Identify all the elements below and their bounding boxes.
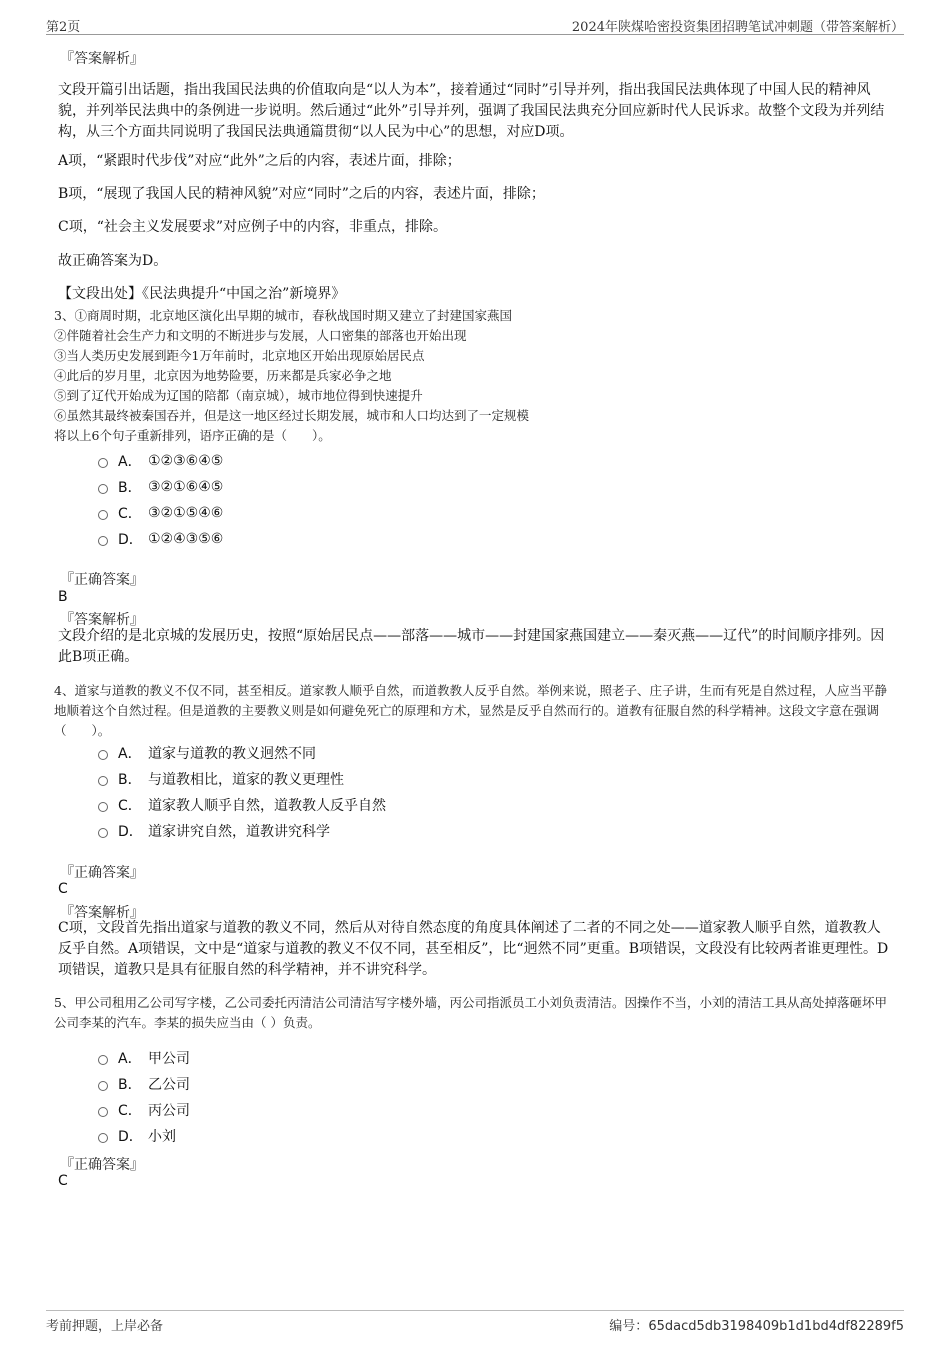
page-number: 第2页 xyxy=(46,20,81,35)
q3-stem-line: ③当人类历史发展到距今1万年前时，北京地区开始出现原始居民点 xyxy=(54,348,425,363)
q4-stem: 4、道家与道教的教义不仅不同，甚至相反。道家教人顺乎自然，而道教教人反乎自然。举例来说，照老子、庄子讲，生而有死是自然过程，人应当平静地顺着这个自然过程。但是道教的主要教义则是如何避免死亡的原理和方术，显然是反乎自然而行的。道教有征服自然的科学精神。这段文字意在强调（ ）。 xyxy=(54,683,887,738)
radio-button-icon[interactable] xyxy=(98,828,108,838)
radio-button-icon[interactable] xyxy=(98,510,108,520)
page-header xyxy=(46,14,904,35)
q3-analysis-tag: 『答案解析』 xyxy=(60,612,144,628)
q4-analysis: C项，文段首先指出道家与道教的教义不同，然后从对待自然态度的角度具体阐述了二者的不同之处——道家教人顺乎自然，道教教人反乎自然。A项错误，文中是“道家与道教的教义不仅不同，甚至相反”，比“迥然不同”更重。B项错误，文段没有比较两者谁更理性。D项错误，道教只是具有征服自然的科学精神，并不讲究科学。 xyxy=(58,920,889,978)
radio-button-icon[interactable] xyxy=(98,1133,108,1143)
radio-button-icon[interactable] xyxy=(98,536,108,546)
q3-stem-line: ②伴随着社会生产力和文明的不断进步与发展，人口密集的部落也开始出现 xyxy=(54,328,467,343)
q4-option-b[interactable]: B． 与道教相比，道家的教义更理性 xyxy=(98,769,344,789)
q4-option-c[interactable]: C． 道家教人顺乎自然，道教教人反乎自然 xyxy=(98,795,386,815)
q3-answer-tag: 『正确答案』 xyxy=(60,572,144,588)
q5-answer: C xyxy=(58,1173,68,1189)
q4-answer: C xyxy=(58,881,68,897)
radio-button-icon[interactable] xyxy=(98,484,108,494)
radio-button-icon[interactable] xyxy=(98,750,108,760)
q3-option-c[interactable]: C． ③②①⑤④⑥ xyxy=(98,503,223,523)
q5-stem: 5、甲公司租用乙公司写字楼，乙公司委托丙清洁公司清洁写字楼外墙，丙公司指派员工小刘负责清洁。因操作不当，小刘的清洁工具从高处掉落砸坏甲公司李某的汽车。李某的损失应当由（ ）负责。 xyxy=(54,995,887,1030)
q2-option-b-note: B项，“展现了我国人民的精神风貌”对应“同时”之后的内容，表述片面，排除； xyxy=(58,186,545,202)
radio-button-icon[interactable] xyxy=(98,1107,108,1117)
q5-option-b[interactable]: B． 乙公司 xyxy=(98,1074,190,1094)
document-code-value: 65dacd5db3198409b1d1bd4df82289f5 xyxy=(648,1319,904,1334)
radio-button-icon[interactable] xyxy=(98,776,108,786)
q2-option-c-note: C项，“社会主义发展要求”对应例子中的内容，非重点，排除。 xyxy=(58,219,448,235)
q3-stem xyxy=(54,306,894,446)
q5-answer-tag: 『正确答案』 xyxy=(60,1157,144,1173)
q4-answer-tag: 『正确答案』 xyxy=(60,865,144,881)
q3-stem-line: ⑥虽然其最终被秦国吞并，但是这一地区经过长期发展，城市和人口均达到了一定规模 xyxy=(54,408,530,423)
q4-option-a[interactable]: A． 道家与道教的教义迥然不同 xyxy=(98,743,316,763)
q3-option-a[interactable]: A． ①②③⑥④⑤ xyxy=(98,451,223,471)
q4-option-d[interactable]: D． 道家讲究自然，道教讲究科学 xyxy=(98,821,330,841)
q3-option-d[interactable]: D． ①②④③⑤⑥ xyxy=(98,529,223,549)
q4-analysis-tag: 『答案解析』 xyxy=(60,905,144,921)
q2-option-a-note: A项，“紧跟时代步伐”对应“此外”之后的内容，表述片面，排除； xyxy=(58,153,461,169)
document-code xyxy=(609,1315,904,1334)
radio-button-icon[interactable] xyxy=(98,458,108,468)
q3-analysis: 文段介绍的是北京城的发展历史，按照“原始居民点——部落——城市——封建国家燕国建立——秦灭燕——辽代”的时间顺序排列。因此B项正确。 xyxy=(58,628,885,665)
radio-button-icon[interactable] xyxy=(98,1055,108,1065)
q3-option-b[interactable]: B． ③②①⑥④⑤ xyxy=(98,477,223,497)
footer-slogan: 考前押题，上岸必备 xyxy=(46,1319,164,1334)
radio-button-icon[interactable] xyxy=(98,1081,108,1091)
q5-option-c[interactable]: C． 丙公司 xyxy=(98,1100,190,1120)
document-code-label: 编号： xyxy=(609,1319,649,1334)
q2-analysis-tag: 『答案解析』 xyxy=(60,51,144,67)
q3-stem-line: 将以上6个句子重新排列，语序正确的是（ ）。 xyxy=(54,428,331,443)
q5-option-d[interactable]: D． 小刘 xyxy=(98,1126,176,1146)
q3-stem-line: ⑤到了辽代开始成为辽国的陪都（南京城），城市地位得到快速提升 xyxy=(54,388,423,403)
q3-stem-line: ④此后的岁月里，北京因为地势险要，历来都是兵家必争之地 xyxy=(54,368,392,383)
q2-analysis: 文段开篇引出话题，指出我国民法典的价值取向是“以人为本”，接着通过“同时”引导并列，指出我国民法典体现了中国人民的精神风貌，并列举民法典中的条例进一步说明。然后通过“此外”引导并列，强调了我国民法典充分回应新时代人民诉求。故整个文段为并列结构，从三个方面共同说明了我国民法典通篇贯彻“以人民为中心”的思想，对应D项。 xyxy=(58,82,885,140)
radio-button-icon[interactable] xyxy=(98,802,108,812)
q3-stem-line: 3、①商周时期，北京地区演化出早期的城市，春秋战国时期又建立了封建国家燕国 xyxy=(54,308,512,323)
page-footer xyxy=(46,1310,904,1333)
q2-conclusion: 故正确答案为D。 xyxy=(58,253,168,269)
document-title: 2024年陕煤哈密投资集团招聘笔试冲刺题（带答案解析） xyxy=(571,20,904,35)
q3-answer: B xyxy=(58,589,68,605)
q2-source: 【文段出处】《民法典提升“中国之治”新境界》 xyxy=(58,286,346,302)
q5-option-a[interactable]: A． 甲公司 xyxy=(98,1048,190,1068)
